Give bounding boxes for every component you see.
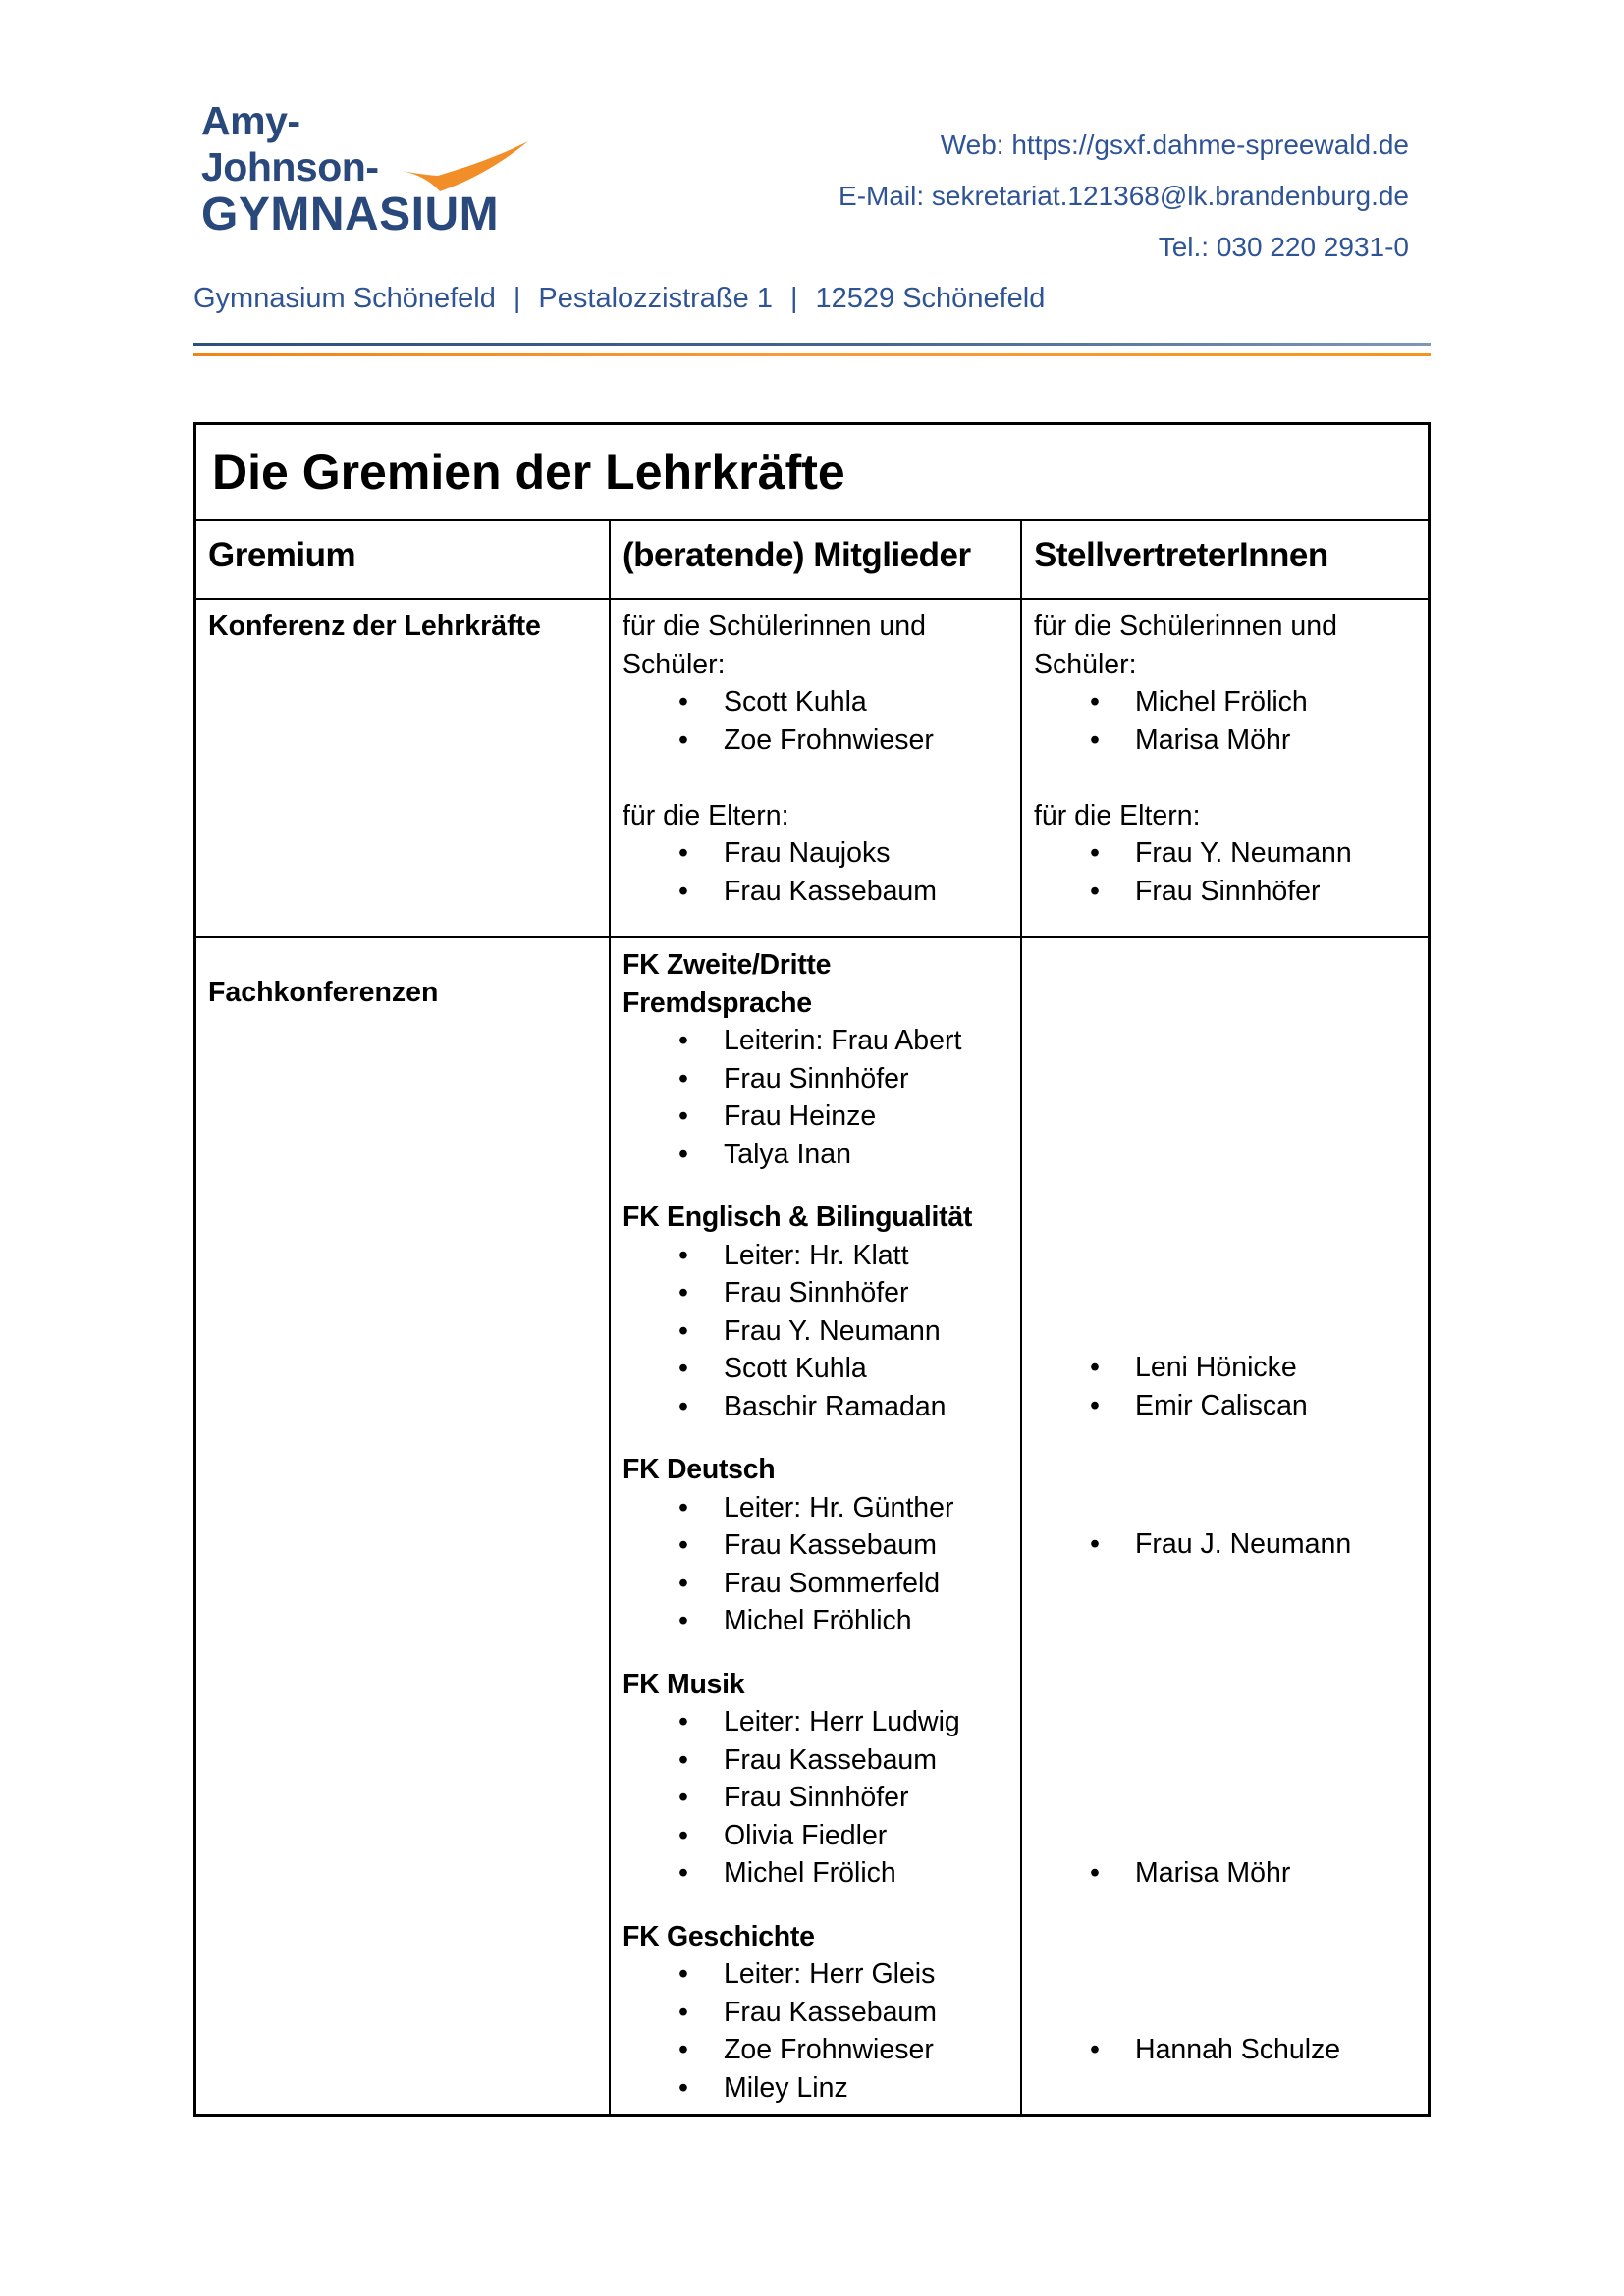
fk-heading: FK Zweite/Dritte Fremdsprache [623,949,832,1019]
table-row [196,600,1428,938]
address-city: 12529 Schönefeld [815,283,1046,314]
list-item: • Frau Y. Neumann [1034,834,1416,873]
list-item: • Leiter: Herr Gleis [623,1955,1008,1994]
gremium-name: Fachkonferenzen [208,977,439,1008]
address-pipe: | [513,283,521,314]
group-label: für die Schülerinnen und Schüler: [1034,611,1337,680]
member-group [1034,797,1416,911]
table-title: Die Gremien der Lehrkräfte [196,425,1428,521]
column-header-stellvertreter: StellvertreterInnen [1020,521,1428,598]
list-item: • Michel Frölich [623,1854,1008,1893]
letterhead-divider [193,343,1431,356]
cell-mitglieder [609,600,1020,936]
divider-orange-line [193,353,1431,356]
logo-line-3: GYMNASIUM [201,188,500,240]
list-item: • Leiter: Hr. Günther [623,1489,1008,1527]
list-item: • Scott Kuhla [623,1350,1008,1388]
fk-section [623,1199,1008,1425]
cell-mitglieder [609,938,1020,2114]
list-item: • Frau Kassebaum [623,1741,1008,1780]
list-item: • Leiter: Hr. Klatt [623,1237,1008,1275]
cell-gremium [196,938,609,2114]
column-header-gremium: Gremium [208,536,356,574]
member-group [623,797,1008,911]
fk-section [623,1666,1008,1893]
fk-section [623,1451,1008,1640]
list-item: • Frau Naujoks [623,834,1008,873]
school-logo [201,98,499,240]
fk-section [623,1918,1008,2108]
table-header-row [196,521,1428,600]
fk-section [623,946,1008,1173]
list-item: • Leni Hönicke [1034,1349,1416,1387]
list-item: • Baschir Ramadan [623,1388,1008,1426]
column-header-mitglieder: (beratende) Mitglieder [609,521,1020,598]
list-item: • Frau Sinnhöfer [623,1274,1008,1312]
stellvertreter-block [1034,1525,1416,1564]
fk-heading: FK Deutsch [623,1454,776,1485]
stellvertreter-block [1034,1854,1416,1893]
stellvertreter-block [1034,2031,1416,2069]
group-label: für die Eltern: [1034,799,1201,831]
list-item: • Frau Kassebaum [623,1526,1008,1565]
address-line [193,283,1045,315]
contact-block [839,120,1409,273]
list-item: • Frau Sinnhöfer [623,1779,1008,1817]
list-item: • Frau Sinnhöfer [1034,873,1416,911]
gremium-name: Konferenz der Lehrkräfte [208,611,541,642]
list-item: • Frau Y. Neumann [623,1312,1008,1351]
list-item: • Frau Kassebaum [623,1994,1008,2032]
fk-heading: FK Musik [623,1668,745,1700]
member-group [623,608,1008,759]
member-group [1034,608,1416,759]
logo-line-1: Amy- [201,98,300,143]
list-item: • Hannah Schulze [1034,2031,1416,2069]
address-street: Pestalozzistraße 1 [538,283,773,314]
list-item: • Talya Inan [623,1136,1008,1174]
list-item: • Leiterin: Frau Abert [623,1022,1008,1060]
list-item: • Olivia Fiedler [623,1817,1008,1855]
group-label: für die Eltern: [623,799,789,831]
list-item: • Frau Sommerfeld [623,1565,1008,1603]
stellvertreter-block [1034,1349,1416,1424]
list-item: • Frau J. Neumann [1034,1525,1416,1564]
fk-heading: FK Geschichte [623,1920,815,1952]
list-item: • Miley Linz [623,2069,1008,2108]
cell-gremium [196,600,609,936]
list-item: • Emir Caliscan [1034,1387,1416,1425]
gremien-table [193,422,1431,2117]
divider-blue-line [193,343,1431,346]
group-label: für die Schülerinnen und Schüler: [623,611,926,680]
address-school: Gymnasium Schönefeld [193,283,496,314]
fk-heading: FK Englisch & Bilingualität [623,1201,973,1233]
list-item: • Zoe Frohnwieser [623,2031,1008,2069]
address-pipe: | [789,283,798,314]
list-item: • Frau Sinnhöfer [623,1060,1008,1098]
list-item: • Michel Fröhlich [623,1602,1008,1640]
table-row [196,938,1428,2112]
list-item: • Frau Kassebaum [623,873,1008,911]
list-item: • Marisa Möhr [1034,721,1416,760]
list-item: • Marisa Möhr [1034,1854,1416,1893]
logo-line-2: Johnson- [201,144,379,189]
list-item: • Scott Kuhla [623,683,1008,721]
contact-phone: Tel.: 030 220 2931-0 [1158,232,1409,262]
contact-email: E-Mail: sekretariat.121368@lk.brandenburg.de [839,181,1409,211]
swoosh-icon [401,140,530,193]
list-item: • Michel Frölich [1034,683,1416,721]
list-item: • Leiter: Herr Ludwig [623,1703,1008,1741]
cell-stellvertreter [1020,600,1428,936]
list-item: • Zoe Frohnwieser [623,721,1008,760]
list-item: • Frau Heinze [623,1097,1008,1136]
contact-web: Web: https://gsxf.dahme-spreewald.de [940,130,1409,160]
cell-stellvertreter [1020,938,1428,2114]
